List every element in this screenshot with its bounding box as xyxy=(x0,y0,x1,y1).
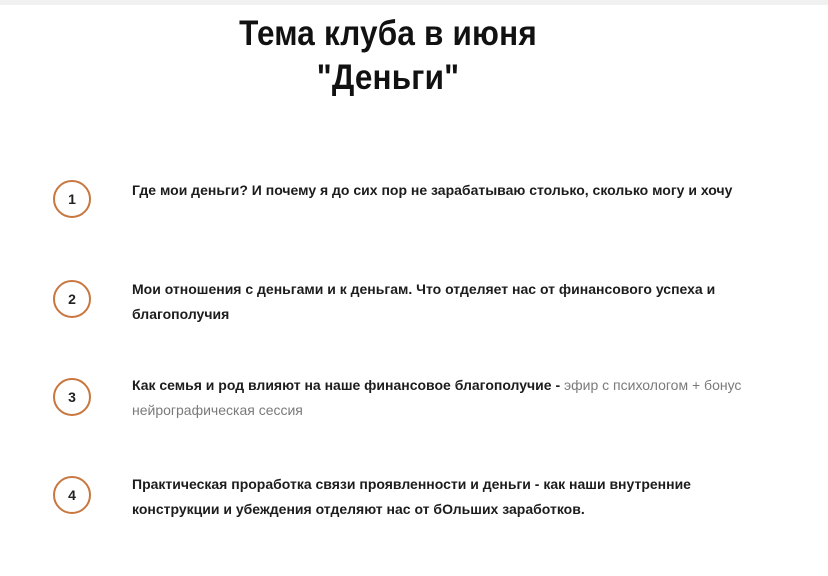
item-text-bold: Практическая проработка связи проявленности и деньги - как наши внутренние конструкции и убеждения отделяют нас от бОльших заработков. xyxy=(132,476,691,517)
number-badge: 2 xyxy=(53,280,91,318)
item-text xyxy=(132,373,752,423)
title-line-2: "Деньги" xyxy=(316,58,460,97)
item-text-bold: Как семья и род влияют на наше финансовое благополучие - xyxy=(132,377,564,393)
item-text-bold: Где мои деньги? И почему я до сих пор не зарабатываю столько, сколько могу и хочу xyxy=(132,182,733,198)
item-text-light: эфир с психологом + бонус нейрографическая сессия xyxy=(132,377,742,418)
number-badge: 4 xyxy=(53,476,91,514)
item-text xyxy=(132,178,752,203)
item-text xyxy=(132,472,752,522)
number-badge: 1 xyxy=(53,180,91,218)
item-text xyxy=(132,277,752,327)
item-text-bold: Мои отношения с деньгами и к деньгам. Что отделяет нас от финансового успеха и благополучия xyxy=(132,281,716,322)
number-badge: 3 xyxy=(53,378,91,416)
title-line-1: Тема клуба в июня xyxy=(239,14,537,53)
